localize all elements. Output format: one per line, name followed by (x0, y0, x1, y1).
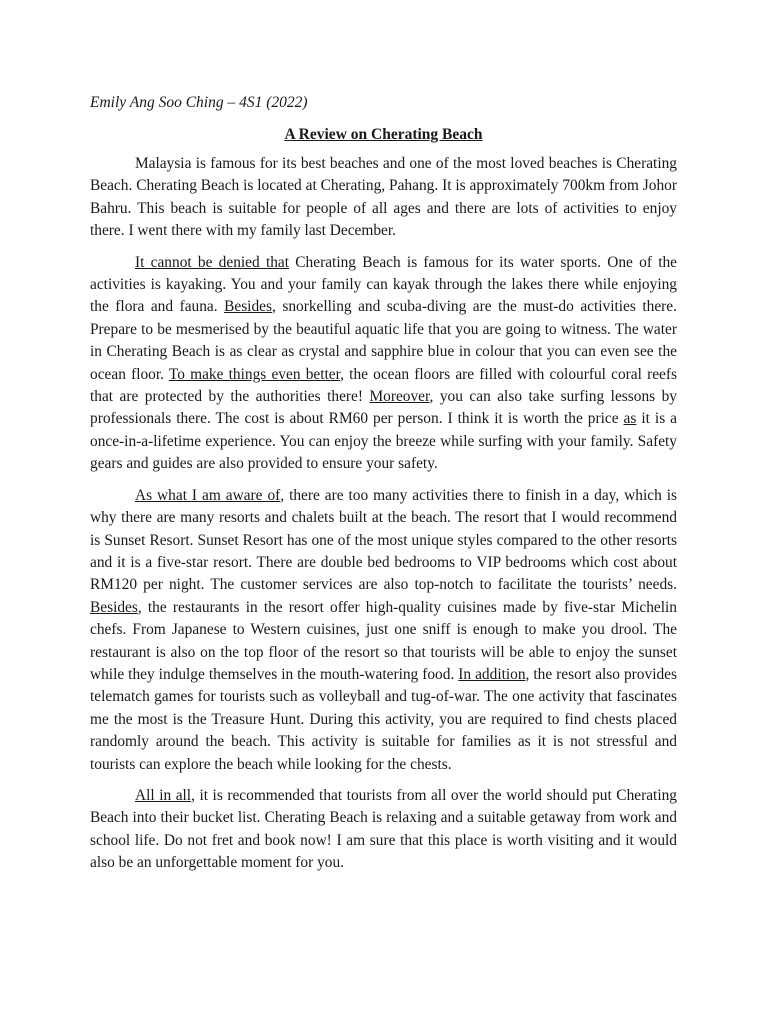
underlined-phrase: It cannot be denied that (135, 253, 290, 271)
paragraph-2 (90, 252, 677, 476)
text-run: it is a once-in-a-lifetime experience. You can enjoy the breeze while surfing with your family. Safety gears and guides are also provided to ensure your safety. (90, 410, 678, 473)
text-run: , you can also take surfing lessons by professionals there. The cost is about RM60 per person. I think it is worth the price (90, 388, 677, 428)
paragraph-3 (90, 485, 677, 776)
text-run: , the restaurants in the resort offer high-quality cuisines made by five-star Michelin chefs. From Japanese to Western cuisines, just one sniff is enough to make you drool. The restaurant is also on the top floor of the resort so that tourists will be able to enjoy the sunset while they indulge themselves in the mouth-watering food. (90, 598, 677, 683)
text-run: Malaysia is famous for its best beaches and one of the most loved beaches is Cherating Beach. Cherating Beach is located at Cherating, Pahang. It is approximately 700km from Johor Bahru. This beach is suitable for people of all ages and there are lots of activities to enjoy there. I went there with my family last December. (90, 155, 677, 240)
author-line: Emily Ang Soo Ching – 4S1 (2022) (90, 94, 308, 111)
underlined-phrase: As what I am aware of (135, 486, 281, 504)
text-run: , it is recommended that tourists from all over the world should put Cherating Beach into their bucket list. Cherating Beach is relaxing and a suitable getaway from work and school life. Do not fret and book now! I am sure that this place is worth visiting and it would also be an unforgettable moment for you. (90, 786, 677, 872)
text-run: Cherating Beach is famous for its water sports. One of the activities is kayaking. You and your family can kayak through the lakes there while enjoying the flora and fauna. (90, 253, 678, 316)
underlined-phrase: To make things even better (168, 365, 341, 383)
text-run: , the ocean floors are filled with colourful coral reefs that are protected by the authorities there! (90, 365, 677, 406)
text-run: , the resort also provides telematch games for tourists such as volleyball and tug-of-war. The one activity that fascinates me the most is the Treasure Hunt. During this activity, you are required to find chests placed randomly around the beach. This activity is suitable for families as it is not stressful and tourists can explore the beach while looking for the chests. (90, 665, 677, 773)
underlined-phrase: as (623, 410, 637, 428)
text-run: , there are too many activities there to finish in a day, which is why there are many resorts and chalets built at the beach. The resort that I would recommend is Sunset Resort. Sunset Resort has one of the most unique styles compared to the other resorts and it is a five-star resort. There are double bed bedrooms to VIP bedrooms which cost about RM120 per night. The customer services are also top-notch to facilitate the tourists’ needs. (90, 486, 677, 594)
underlined-phrase: All in all (135, 786, 192, 804)
underlined-phrase: In addition (458, 665, 526, 683)
document-body (90, 153, 677, 875)
paragraph-1 (90, 153, 677, 243)
underlined-phrase: Moreover (369, 388, 430, 406)
paragraph-4 (90, 785, 677, 875)
text-run: , snorkelling and scuba-diving are the must-do activities there. Prepare to be mesmerised by the beautiful aquatic life that you are going to witness. The water in Cherating Beach is as clear as crystal and sapphire blue in colour that you can even see the ocean floor. (90, 298, 677, 383)
underlined-phrase: Besides (224, 298, 272, 316)
document-page (90, 92, 677, 884)
document-title: A Review on Cherating Beach (284, 126, 483, 143)
underlined-phrase: Besides (90, 598, 138, 616)
